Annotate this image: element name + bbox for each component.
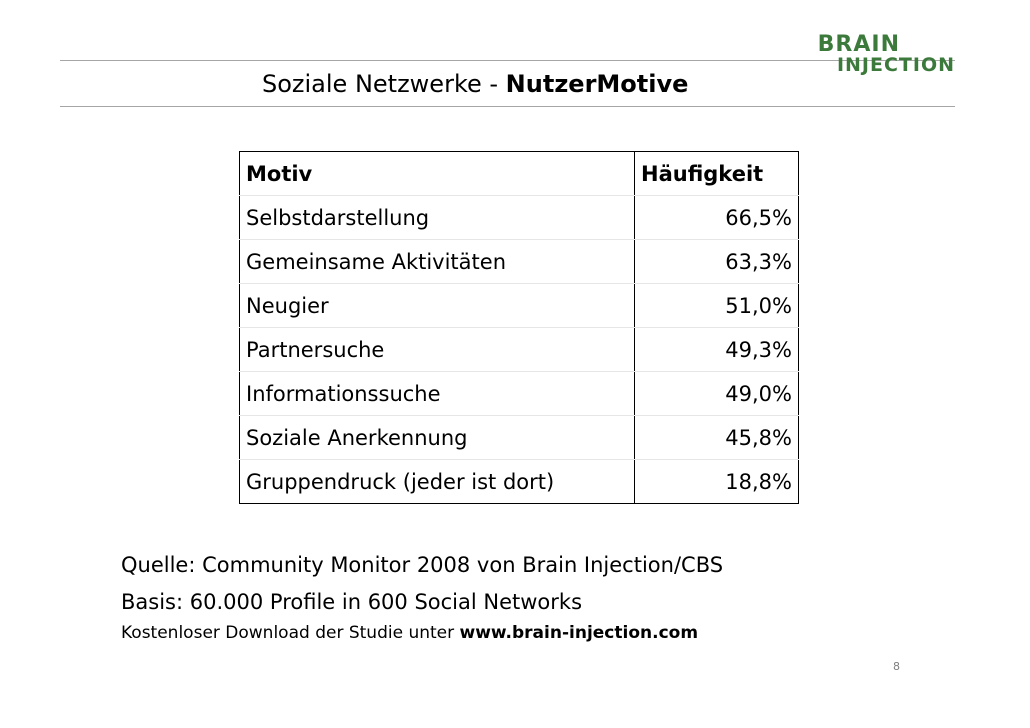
motive-table — [239, 151, 799, 504]
value-cell: 49,0% — [635, 372, 799, 416]
motiv-cell: Soziale Anerkennung — [240, 416, 635, 460]
logo-line-1: BRAIN — [817, 32, 900, 57]
header-frequency: Häufigkeit — [635, 152, 799, 196]
value-cell: 45,8% — [635, 416, 799, 460]
slide-title-bold: NutzerMotive — [505, 70, 689, 98]
table-row — [240, 372, 799, 416]
motiv-cell: Selbstdarstellung — [240, 196, 635, 240]
table-row — [240, 284, 799, 328]
table-row — [240, 460, 799, 504]
value-cell: 49,3% — [635, 328, 799, 372]
value-cell: 18,8% — [635, 460, 799, 504]
source-line: Quelle: Community Monitor 2008 von Brain Injection/CBS — [121, 553, 724, 577]
page-number: 8 — [893, 660, 900, 673]
logo-line-2: INJECTION — [836, 54, 955, 76]
motiv-cell: Partnersuche — [240, 328, 635, 372]
download-link[interactable]: www.brain-injection.com — [459, 623, 699, 643]
table-row — [240, 416, 799, 460]
value-cell: 66,5% — [635, 196, 799, 240]
table-row — [240, 196, 799, 240]
motiv-cell: Gruppendruck (jeder ist dort) — [240, 460, 635, 504]
brain-injection-logo — [818, 34, 955, 75]
value-cell: 63,3% — [635, 240, 799, 284]
basis-line: Basis: 60.000 Profile in 600 Social Networks — [121, 590, 583, 614]
download-text: Kostenloser Download der Studie unter — [121, 623, 460, 643]
motiv-cell: Informationssuche — [240, 372, 635, 416]
download-line — [121, 623, 698, 643]
slide-title-prefix: Soziale Netzwerke - — [262, 70, 506, 98]
value-cell: 51,0% — [635, 284, 799, 328]
slide-title — [262, 70, 688, 98]
table-row — [240, 240, 799, 284]
header-motiv: Motiv — [240, 152, 635, 196]
motiv-cell: Neugier — [240, 284, 635, 328]
header-rule-bottom — [60, 106, 955, 107]
motiv-cell: Gemeinsame Aktivitäten — [240, 240, 635, 284]
table-header-row — [240, 152, 799, 196]
table-row — [240, 328, 799, 372]
